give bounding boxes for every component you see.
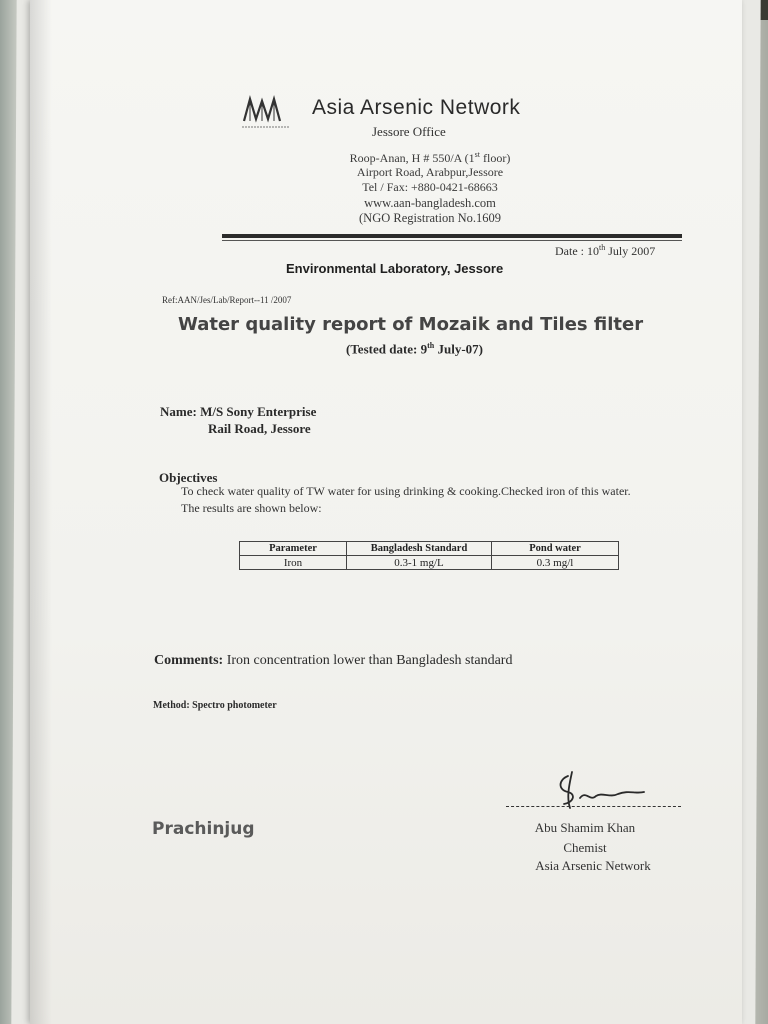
client-address: Rail Road, Jessore [208, 421, 311, 436]
report-title: Water quality report of Mozaik and Tiles filter [178, 314, 644, 335]
signatory-org: Asia Arsenic Network [535, 858, 651, 873]
cell-pond-water: 0.3 mg/l [492, 556, 619, 570]
signatory-title: Chemist [563, 840, 607, 855]
table-row [240, 556, 619, 570]
reference-number: Ref:AAN/Jes/Lab/Report--11 /2007 [162, 295, 292, 305]
address-line-2: Airport Road, Arabpur,Jessore [356, 165, 504, 179]
address-line-1: Roop-Anan, H # 550/A (1st floor) [349, 150, 511, 165]
comments-text: Iron concentration lower than Bangladesh standard [223, 653, 513, 668]
comments-label: Comments: [154, 653, 224, 668]
report-date: Date : 10th July 2007 [555, 243, 656, 258]
header-bangladesh-standard: Bangladesh Standard [347, 542, 492, 556]
client-name: Name: M/S Sony Enterprise [160, 404, 317, 419]
table-header-row [240, 542, 619, 556]
comments [154, 653, 512, 669]
signature [540, 768, 650, 816]
cell-standard: 0.3-1 mg/L [347, 556, 492, 570]
objectives-heading: Objectives [159, 470, 218, 485]
objectives-line-2: The results are shown below: [181, 501, 322, 515]
header-parameter: Parameter [240, 542, 347, 556]
tested-date: (Tested date: 9th July-07) [346, 341, 483, 357]
lab-name: Environmental Laboratory, Jessore [286, 261, 504, 276]
results-table [239, 541, 619, 570]
tel-fax: Tel / Fax: +880-0421-68663 [362, 180, 498, 194]
method: Method: Spectro photometer [153, 700, 277, 711]
header-rule-thin [222, 240, 682, 241]
page-fold-shadow [30, 0, 52, 1024]
cell-parameter: Iron [240, 556, 347, 570]
ngo-registration: (NGO Registration No.1609 [359, 211, 501, 225]
signature-line [506, 806, 681, 807]
office-name: Jessore Office [372, 124, 446, 139]
header-rule [222, 234, 682, 238]
website: www.aan-bangladesh.com [364, 196, 496, 210]
aan-logo [240, 93, 292, 133]
objectives-line-1: To check water quality of TW water for using drinking & cooking.Checked iron of this water. [181, 484, 631, 498]
signatory-name: Abu Shamim Khan [534, 820, 636, 835]
org-name: Asia Arsenic Network [312, 96, 521, 119]
watermark: Prachinjug [152, 819, 255, 839]
header-pond-water: Pond water [492, 542, 619, 556]
